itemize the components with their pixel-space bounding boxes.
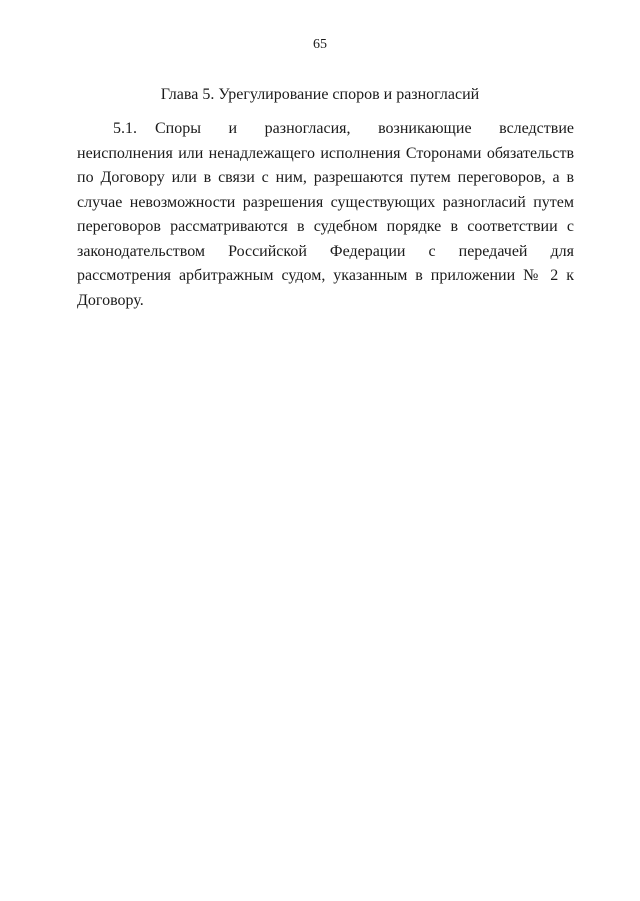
- chapter-title: Глава 5. Урегулирование споров и разногласий: [160, 86, 480, 103]
- page-number: 65: [313, 37, 327, 52]
- clause-number: 5.1.: [113, 120, 137, 137]
- clause-text: Споры и разногласия, возникающие вследствие неисполнения или ненадлежащего исполнения Сторонами обязательств по Договору или в связи с ним, разрешаются путем переговоров, а в случае невозможности разрешения существующих разногласий путем переговоров рассматриваются в судебном порядке в соответствии с законодательством Российской Федерации с передачей для рассмотрения арбитражным судом, указанным в приложении № 2 к Договору.: [77, 120, 574, 309]
- clause-paragraph: [77, 117, 574, 313]
